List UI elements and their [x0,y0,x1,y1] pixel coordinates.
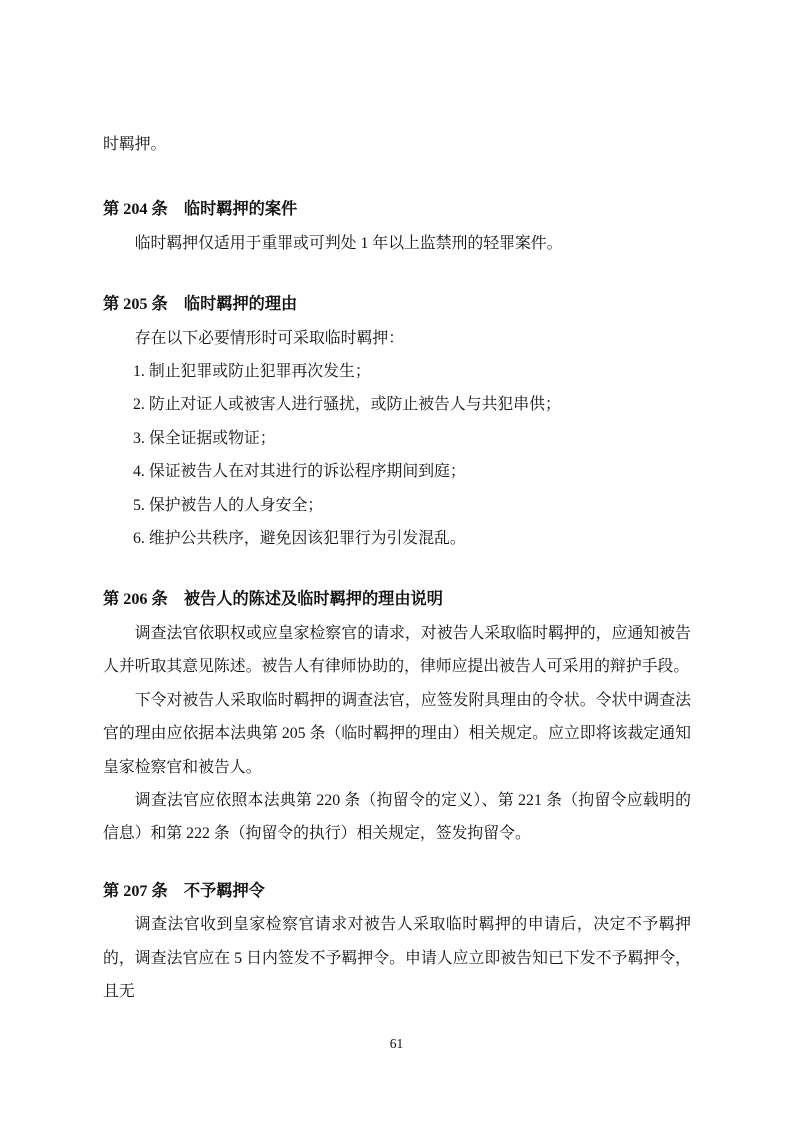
article-207-paragraph-1: 调查法官收到皇家检察官请求对被告人采取临时羁押的申请后，决定不予羁押的，调查法官应在 5 日内签发不予羁押令。申请人应立即被告知已下发不予羁押令，且无 [103,916,691,1000]
article-205-heading: 第 205 条 临时羁押的理由 [103,295,298,314]
article-204-body: 临时羁押仅适用于重罪或可判处 1 年以上监禁刑的轻罪案件。 [134,234,563,252]
article-207-heading: 第 207 条 不予羁押令 [103,881,265,900]
article-206-heading: 第 206 条 被告人的陈述及临时羁押的理由说明 [103,590,443,609]
document-content [103,0,691,1008]
article-204-heading: 第 204 条 临时羁押的案件 [103,200,298,219]
article-205-intro: 存在以下必要情形时可采取临时羁押： [134,329,405,347]
article-205-list-item-4: 4. 保证被告人在对其进行的诉讼程序期间到庭； [133,463,466,481]
article-206-paragraph-3: 调查法官应依照本法典第 220 条（拘留令的定义）、第 221 条（拘留令应载明的信息）和第 222 条（拘留令的执行）相关规定，签发拘留令。 [103,791,691,843]
article-205-list-item-1: 1. 制止犯罪或防止犯罪再次发生； [133,363,371,381]
page-number: 61 [389,1036,404,1051]
article-205-list-item-6: 6. 维护公共秩序，避免因该犯罪行为引发混乱。 [133,530,466,548]
article-205-list-item-2: 2. 防止对证人或被害人进行骚扰，或防止被告人与共犯串供； [133,396,561,414]
article-206-paragraph-1: 调查法官依职权或应皇家检察官的请求，对被告人采取临时羁押的，应通知被告人并听取其意见陈述。被告人有律师协助的，律师应提出被告人可采用的辩护手段。 [103,624,691,676]
article-205-list-item-3: 3. 保全证据或物证； [133,429,276,447]
article-205-list-item-5: 5. 保护被告人的人身安全； [133,496,324,514]
article-206-paragraph-2: 下令对被告人采取临时羁押的调查法官，应签发附具理由的令状。令状中调查法官的理由应依据本法典第 205 条（临时羁押的理由）相关规定。应立即将该裁定通知皇家检察官和被告人。 [103,691,691,776]
continuation-text: 时羁押。 [103,136,167,153]
